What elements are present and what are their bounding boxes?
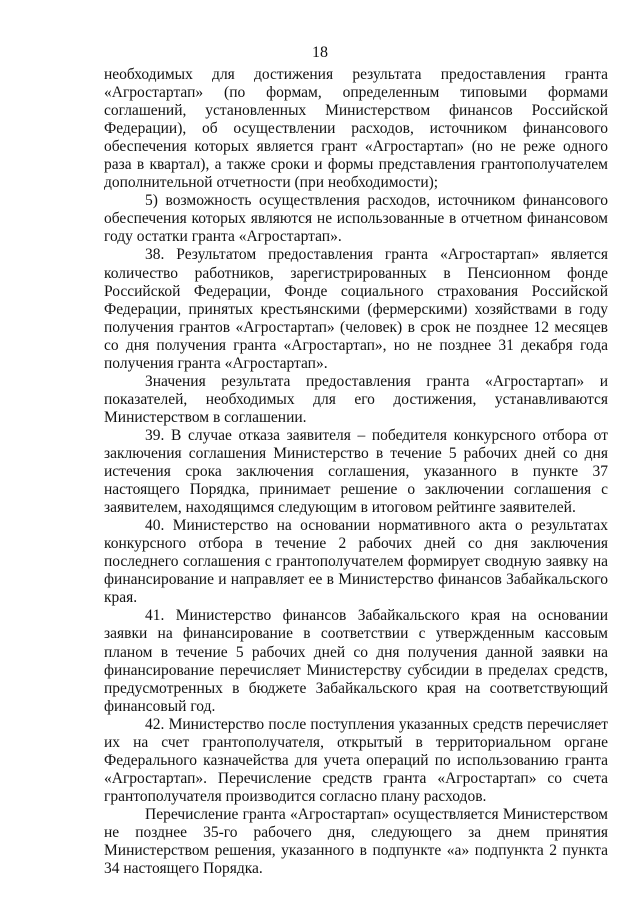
page-body	[104, 66, 608, 878]
paragraph-item-38: 38. Результатом предоставления гранта «Агростартап» является количество работников, зарегистрированных в Пенсионном фонде Российской Федерации, Фонде социального страхования Российской Федерации, принятых крестьянскими (фермерскими) хозяйствами в году получения грантов «Агростартап» (человек) в срок не позднее 12 месяцев со дня получения гранта «Агростартап», но не позднее 31 декабря года получения гранта «Агростартап».	[104, 246, 608, 372]
paragraph-item-38-values: Значения результата предоставления гранта «Агростартап» и показателей, необходимых для его достижения, устанавливаются Министерством в соглашении.	[104, 372, 608, 426]
paragraph-item-41: 41. Министерство финансов Забайкальского края на основании заявки на финансирование в соответствии с утвержденным кассовым планом в течение 5 рабочих дней со дня получения данной заявки на финансирование перечисляет Министерству субсидии в пределах средств, предусмотренных в бюджете Забайкальского края на соответствующий финансовый год.	[104, 607, 608, 715]
paragraph-item-40: 40. Министерство на основании нормативного акта о результатах конкурсного отбора в течение 2 рабочих дней со дня заключения последнего соглашения с грантополучателем формирует сводную заявку на финансирование и направляет ее в Министерство финансов Забайкальского края.	[104, 517, 608, 607]
paragraph-continuation: необходимых для достижения результата предоставления гранта «Агростартап» (по формам, определенным типовыми формами соглашений, установленных Министерством финансов Российской Федерации), об осуществлении расходов, источником финансового обеспечения которых является грант «Агростартап» (но не реже одного раза в квартал), а также сроки и формы представления грантополучателем дополнительной отчетности (при необходимости);	[104, 66, 608, 192]
page-number: 18	[312, 44, 328, 61]
paragraph-subitem-5: 5) возможность осуществления расходов, источником финансового обеспечения которых являются не использованные в отчетном финансовом году остатки гранта «Агростартап».	[104, 192, 608, 246]
paragraph-item-39: 39. В случае отказа заявителя – победителя конкурсного отбора от заключения соглашения Министерство в течение 5 рабочих дней со дня истечения срока заключения соглашения, указанного в пункте 37 настоящего Порядка, принимает решение о заключении соглашения с заявителем, находящимся следующим в итоговом рейтинге заявителей.	[104, 426, 608, 517]
paragraph-item-42-transfer: Перечисление гранта «Агростартап» осуществляется Министерством не позднее 35-го рабочего дня, следующего за днем принятия Министерством решения, указанного в подпункте «а» подпункта 2 пункта 34 настоящего Порядка.	[104, 805, 608, 878]
paragraph-item-42: 42. Министерство после поступления указанных средств перечисляет их на счет грантополучателя, открытый в территориальном органе Федерального казначейства для учета операций по использованию гранта «Агростартап». Перечисление средств гранта «Агростартап» со счета грантополучателя производится согласно плану расходов.	[104, 715, 608, 805]
